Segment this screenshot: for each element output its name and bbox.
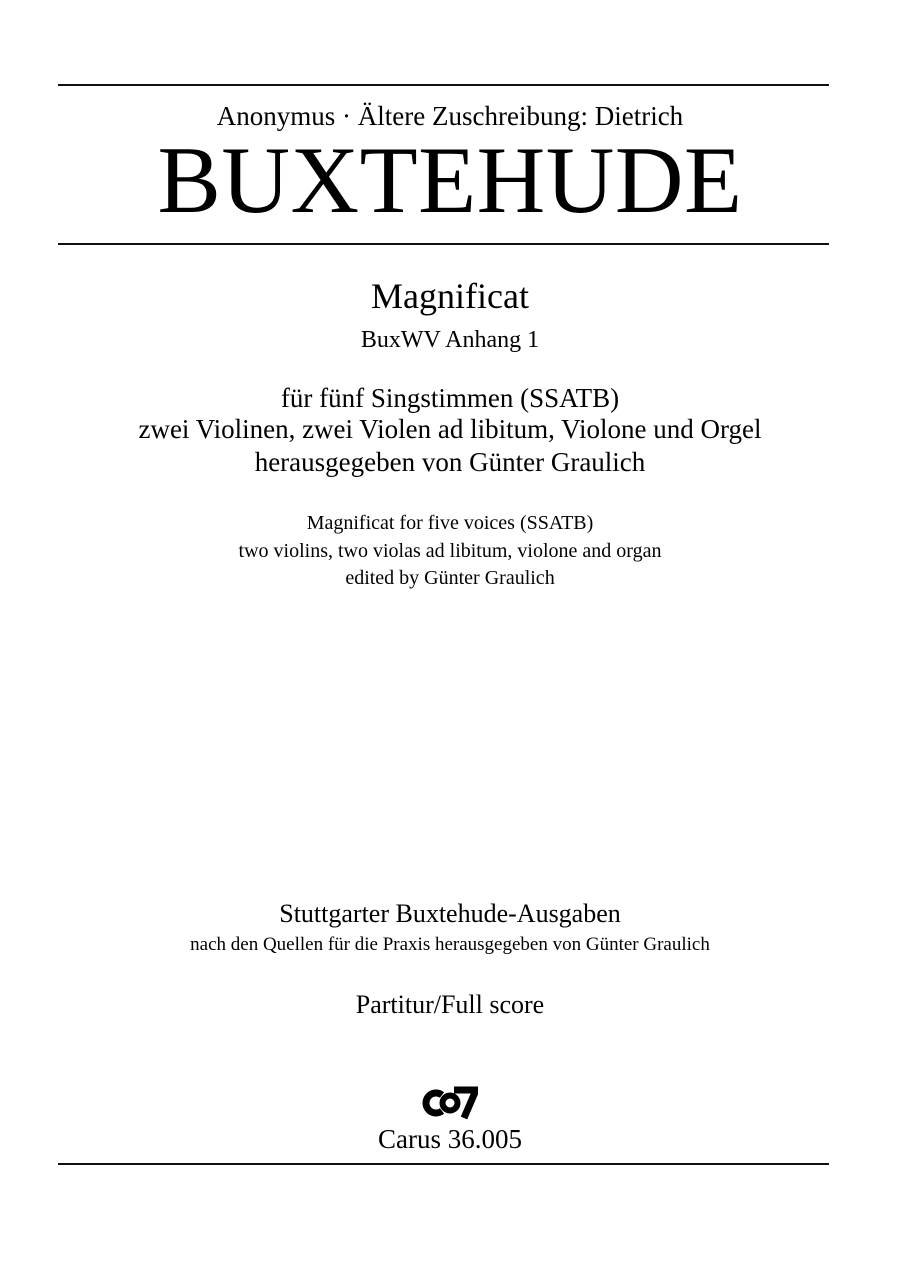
german-scoring-line: zwei Violinen, zwei Violen ad libitum, Violone und Orgel bbox=[138, 414, 762, 444]
work-title: Magnificat bbox=[371, 276, 529, 316]
english-editor-line: edited by Günter Graulich bbox=[345, 567, 555, 589]
series-subtitle: nach den Quellen für die Praxis herausgegeben von Günter Graulich bbox=[190, 934, 710, 955]
carus-logo-icon bbox=[420, 1086, 478, 1120]
score-type: Partitur/Full score bbox=[355, 990, 545, 1019]
catalog-designation: BuxWV Anhang 1 bbox=[360, 327, 540, 353]
composer-name: BUXTEHUDE bbox=[157, 127, 743, 233]
composer-attribution: Anonymus · Ältere Zuschreibung: Dietrich bbox=[216, 101, 684, 131]
german-scoring-line: für fünf Singstimmen (SSATB) bbox=[280, 383, 620, 413]
german-editor-line: herausgegeben von Günter Graulich bbox=[254, 447, 646, 477]
top-rule bbox=[58, 84, 829, 86]
header-rule bbox=[58, 243, 829, 245]
catalog-number: Carus 36.005 bbox=[378, 1124, 522, 1154]
english-scoring-line: two violins, two violas ad libitum, violone and organ bbox=[238, 540, 662, 562]
series-title: Stuttgarter Buxtehude-Ausgaben bbox=[279, 899, 621, 928]
bottom-rule bbox=[58, 1163, 829, 1165]
english-scoring-line: Magnificat for five voices (SSATB) bbox=[306, 512, 594, 534]
